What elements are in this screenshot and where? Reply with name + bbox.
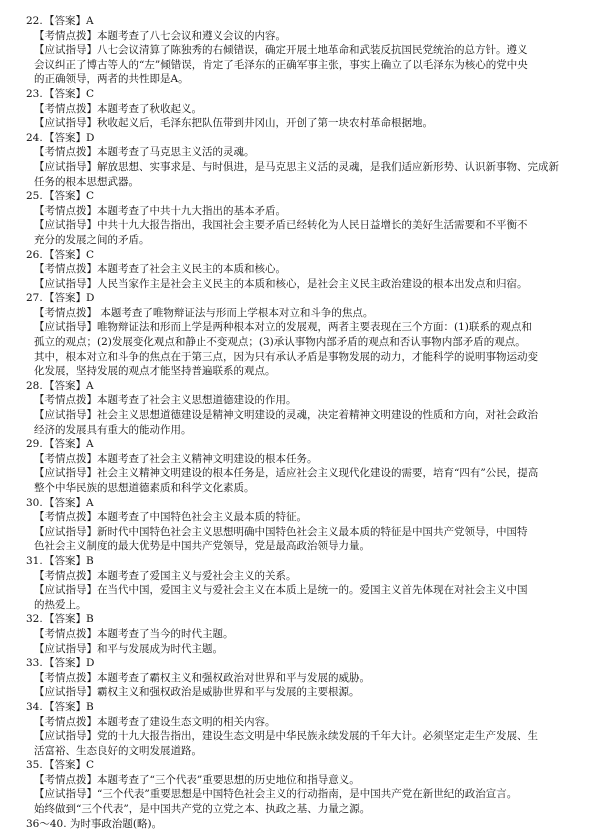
- question-number: 31.: [26, 554, 43, 567]
- answer-label: 【答案】A: [44, 15, 94, 27]
- question-number: 24.: [26, 131, 43, 144]
- explanation-line: 化发展，坚持发展的观点才能坚持普遍联系的观点。: [34, 365, 276, 378]
- explanation-line: 任务的根本思想武器。: [34, 175, 139, 188]
- question-number: 28.: [26, 379, 43, 392]
- explanation-line: 【应试指导】“三个代表”重要思想是中国特色社会主义的行动指南，是中国共产党在新世纪的政治宣言。: [34, 788, 518, 801]
- explanation-line: 【应试指导】八七会议清算了陈独秀的右倾错误，确定开展土地革命和武装反抗国民党统治的总方针。遵义: [34, 44, 528, 57]
- explanation-line: 会议纠正了博古等人的“左”倾错误，肯定了毛泽东的正确军事主张，事实上确立了以毛泽东为核心的党中央: [34, 58, 528, 71]
- explanation-line: 【应试指导】社会主义精神文明建设的根本任务是，适应社会主义现代化建设的需要，培育“四有”公民，提高: [34, 467, 539, 480]
- explanation-line: 的热爱上。: [34, 598, 87, 611]
- explanation-line: 【应试指导】在当代中国，爱国主义与爱社会主义在本质上是统一的。爱国主义首先体现在对社会主义中国: [34, 584, 528, 597]
- answer-label: 【答案】B: [44, 554, 94, 567]
- exam-point-line: 【考情点拨】本题考查了中共十九大指出的基本矛盾。: [34, 204, 286, 217]
- answer-label: 【答案】C: [44, 248, 95, 261]
- exam-point-line: 【考情点拨】本题考查了马克思主义活的灵魂。: [34, 146, 255, 159]
- answer-line: [26, 14, 567, 29]
- question-number: 30.: [26, 496, 43, 509]
- explanation-line: 孤立的观点；(2)发展变化观点和静止不变观点；(3)承认事物内部矛盾的观点和否认事物内部矛盾的观点。: [34, 336, 526, 349]
- answer-label: 【答案】C: [44, 190, 95, 203]
- explanation-line: 色社会主义制度的最大优势是中国共产党领导，党是最高政治领导力量。: [34, 540, 370, 553]
- exam-point-line: 【考情点拨】本题考查了八七会议和遵义会议的内容。: [34, 29, 286, 42]
- answer-line: [26, 554, 567, 569]
- explanation-line: 【应试指导】唯物辩证法和形而上学是两种根本对立的发展观，两者主要表现在三个方面：(1)联系的观点和: [34, 321, 532, 334]
- answer-label: 【答案】C: [44, 759, 95, 772]
- question-number: 25.: [26, 190, 43, 203]
- explanation-line: 整个中华民族的思想道德素质和科学文化素质。: [34, 482, 255, 494]
- question-number: 26.: [26, 248, 43, 261]
- answer-label: 【答案】B: [44, 700, 94, 713]
- exam-point-line: 【考情点拨】本题考查了社会主义民主的本质和核心。: [34, 263, 286, 276]
- exam-point-line: 【考情点拨】本题考查了建设生态文明的相关内容。: [34, 715, 276, 728]
- explanation-line: 活富裕、生态良好的文明发展道路。: [34, 744, 202, 757]
- question-number: 29.: [26, 438, 43, 451]
- question-number: 34.: [26, 700, 43, 713]
- exam-point-line: 【考情点拨】本题考查了社会主义思想道德建设的作用。: [34, 394, 297, 407]
- answer-line: [26, 656, 567, 671]
- exam-point-line: 【考情点拨】 本题考查了唯物辩证法与形而上学根本对立和斗争的焦点。: [34, 306, 374, 319]
- question-number: 27.: [26, 292, 43, 305]
- explanation-line: 【应试指导】社会主义思想道德建设是精神文明建设的灵魂，决定着精神文明建设的性质和方向，对社会政治: [34, 409, 538, 422]
- question-number: 33.: [26, 657, 43, 670]
- explanation-line: 【应试指导】霸权主义和强权政治是威胁世界和平与发展的主要根源。: [34, 686, 360, 699]
- answer-line: [26, 291, 567, 306]
- answer-label: 【答案】B: [44, 613, 94, 626]
- explanation-line: 【应试指导】和平与发展成为时代主题。: [34, 642, 223, 655]
- explanation-line: 其中，根本对立和斗争的焦点在于第三点，因为只有承认矛盾是事物发展的动力，才能科学的说明事物运动变: [34, 350, 538, 363]
- answer-line: [26, 379, 567, 394]
- answer-line: [26, 700, 567, 715]
- answer-line: [26, 87, 567, 102]
- exam-point-line: 【考情点拨】本题考查了霸权主义和强权政治对世界和平与发展的威胁。: [34, 671, 370, 684]
- answer-label: 【答案】D: [44, 131, 95, 144]
- explanation-line: 【应试指导】党的十九大报告指出，建设生态文明是中华民族永续发展的千年大计。必须坚定走生产发展、生: [34, 730, 538, 743]
- explanation-line: 始终做到“三个代表”，是中国共产党的立党之本、执政之基、力量之源。: [34, 803, 371, 816]
- exam-point-line: 【考情点拨】本题考查了“三个代表”重要思想的历史地位和指导意义。: [34, 773, 360, 786]
- explanation-line: 【应试指导】新时代中国特色社会主义思想明确中国特色社会主义最本质的特征是中国共产党领导，中国特: [34, 525, 528, 538]
- explanation-line: 经济的发展具有重大的能动作用。: [34, 423, 192, 436]
- exam-point-line: 【考情点拨】本题考查了中国特色社会主义最本质的特征。: [34, 511, 307, 524]
- question-number: 23.: [26, 87, 43, 100]
- explanation-line: 【应试指导】秋收起义后，毛泽东把队伍带到井冈山，开创了第一块农村革命根据地。: [34, 117, 433, 130]
- answer-line: [26, 248, 567, 263]
- answer-label: 【答案】C: [44, 87, 95, 100]
- question-number: 32.: [26, 613, 43, 626]
- question-number: 35.: [26, 759, 43, 772]
- answer-line: [26, 131, 567, 146]
- footer-note: 36～40. 为时事政治题(略)。: [26, 817, 163, 830]
- explanation-line: 【应试指导】人民当家作主是社会主义民主的本质和核心，是社会主义民主政治建设的根本出发点和归宿。: [34, 277, 528, 290]
- answer-label: 【答案】D: [44, 292, 95, 305]
- exam-point-line: 【考情点拨】本题考查了爱国主义与爱社会主义的关系。: [34, 569, 297, 582]
- answer-line: [26, 612, 567, 627]
- question-number: 22.: [26, 15, 43, 27]
- answer-label: 【答案】D: [44, 657, 95, 670]
- answer-label: 【答案】A: [44, 438, 94, 451]
- explanation-line: 【应试指导】解放思想、实事求是、与时俱进，是马克思主义活的灵魂，是我们适应新形势、认识新事物、完成新: [34, 160, 559, 173]
- answer-line: [26, 437, 567, 452]
- answer-label: 【答案】A: [44, 496, 94, 509]
- explanation-line: 充分的发展之间的矛盾。: [34, 233, 150, 246]
- answer-line: [26, 758, 567, 773]
- exam-point-line: 【考情点拨】本题考查了当今的时代主题。: [34, 627, 234, 640]
- explanation-line: 的正确领导，两者的共性即是A。: [34, 73, 189, 86]
- answer-label: 【答案】A: [44, 379, 94, 392]
- answer-line: [26, 496, 567, 511]
- exam-point-line: 【考情点拨】本题考查了秋收起义。: [34, 102, 202, 115]
- answer-line: [26, 189, 567, 204]
- exam-point-line: 【考情点拨】本题考查了社会主义精神文明建设的根本任务。: [34, 452, 318, 465]
- explanation-line: 【应试指导】中共十九大报告指出，我国社会主要矛盾已经转化为人民日益增长的美好生活需要和不平衡不: [34, 219, 528, 232]
